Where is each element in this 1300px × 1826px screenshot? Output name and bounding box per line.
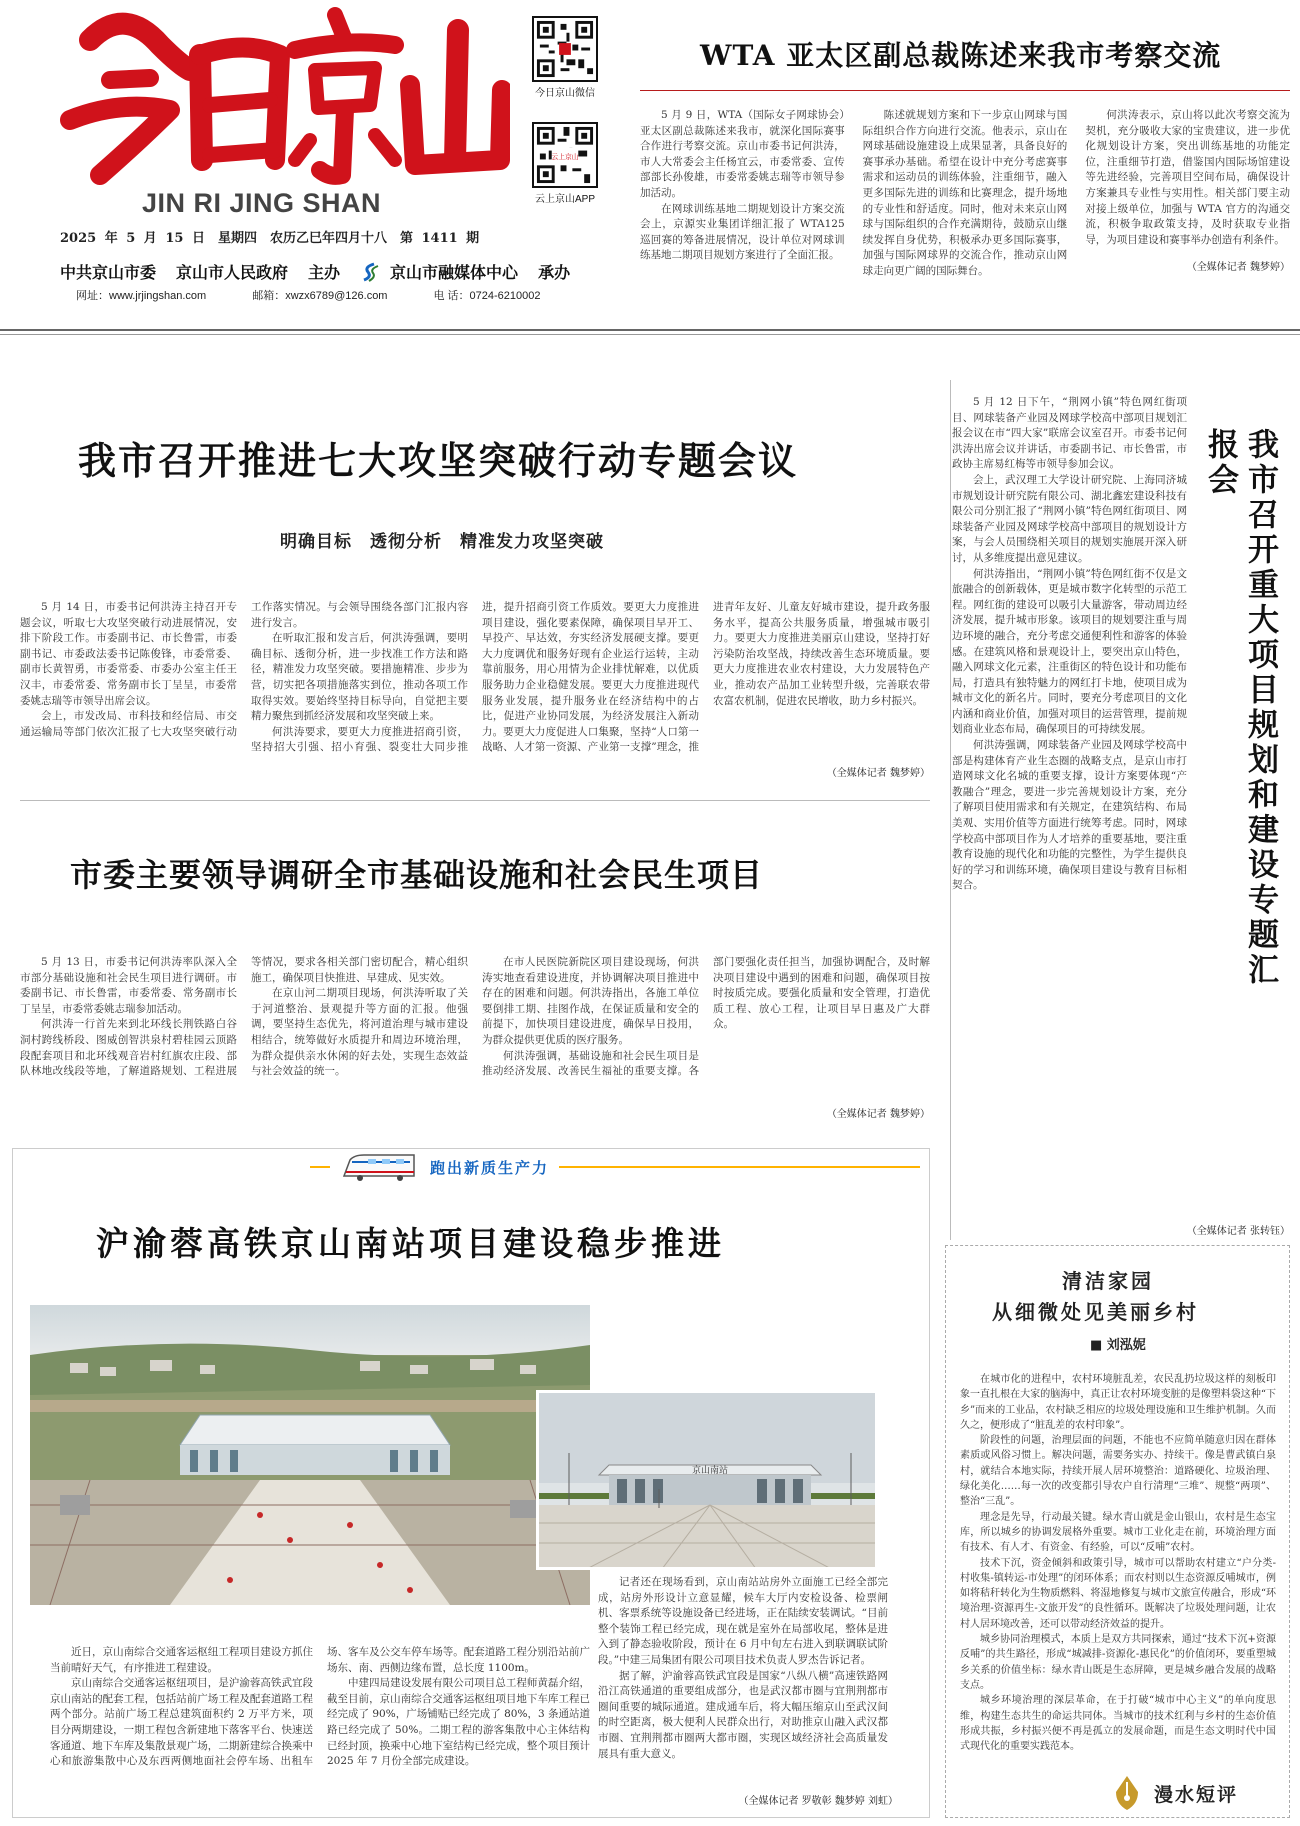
rail-byline: （全媒体记者 罗敬彰 魏梦婷 刘虹） [738, 1796, 898, 1807]
qr-code-icon [532, 16, 598, 82]
rail-body-right [598, 1575, 888, 1770]
major-paragraph: 5 月 12 日下午，“荆网小镇”特色网红街项目、网球装备产业园及网球学校高中部项目规划汇报会议在市“四大家”联席会议室召开。市委书记何洪涛出席会议并讲话，市委副书记、市长鲁雷，市政协主席易红梅等市领导参加会议。 [952, 396, 1187, 471]
major-paragraph: 何洪涛指出，“荆网小镇”特色网红街不仅是文旅融合的创新载体，更是城市数字化转型的示范工程。网红街的建设可以吸引大量游客，带动周边经济发展，提升城市形象。该项目的规划要注重与周边环境的融合，充分考虑交通便利性和游客的体验感。在建筑风格和景观设计上，要突出京山特色，融入网球文化元素，注重街区的特色设计和功能布局，打造具有独特魅力的网红打卡地，使项目成为城市文化的新名片。同时，要充分考虑项目的文化内涵和商业价值，加强对项目的运营管理，提前规划商业业态布局，确保项目的可持续发展。 [952, 567, 1187, 736]
rail-body-left [50, 1645, 590, 1805]
major-body [952, 395, 1187, 1235]
infra-paragraph: 5 月 13 日，市委书记何洪涛率队深入全市部分基础设施和社会民生项目进行调研。市委副书记、市长鲁雷，市委常委、常务副市长丁呈呈，市委常委姚志瑞参加活动。 [20, 956, 237, 1015]
masthead-logo [30, 0, 510, 190]
train-icon [340, 1150, 420, 1184]
rail-aerial-photo [30, 1305, 590, 1605]
qr-code-icon [532, 122, 598, 188]
sponsor-line [60, 260, 584, 283]
sponsor-government: 京山市人民政府 [176, 263, 289, 282]
column-divider [950, 380, 951, 1240]
media-center-logo-icon [360, 261, 382, 283]
masthead-pinyin: JIN RI JING SHAN [142, 188, 382, 218]
column-paragraph: 城乡环境治理的深层革命，在于打破“城市中心主义”的单向度思维，构建生态共生的命运共同体。当城市的技术红利与乡村的生态价值形成共振，乡村振兴便不再是孤立的发展命题，而是生态文明时代中国式现代化的重要实践范本。 [960, 1695, 1276, 1753]
main-subhead: 明确目标 透彻分析 精准发力攻坚突破 [280, 532, 604, 552]
email[interactable]: 邮箱：xwzx6789@126.com [252, 290, 388, 302]
wta-paragraph: 何洪涛表示，京山将以此次考察交流为契机，充分吸收大家的宝贵建议，进一步优化规划设计方案，突出训练基地的功能定位，注重细节打造，借鉴国内国际场馆建设等先进经验，完善项目空间布局，确保设计方案兼具专业性与实用性。相关部门要主动对接上级单位，加强与 WTA 官方的沟通交流，积极争取政策支持，及时获取专业指导，为项目建设和赛事举办创造有利条件。 [1085, 109, 1290, 246]
column-paragraph: 在城市化的进程中，农村环境脏乱差，农民乱扔垃圾这样的刻板印象一直扎根在大家的脑海中，真正让农村环境变脏的是像塑料袋这种“下乡”而来的工业品，农村缺乏相应的垃圾处理设施和卫生维护机制。久而久之，便形成了“脏乱差的农村印象”。 [960, 1374, 1276, 1431]
infra-headline: 市委主要领导调研全市基础设施和社会民生项目 [70, 856, 764, 894]
major-paragraph: 会上，武汉理工大学设计研究院、上海同济城市规划设计研究院有限公司、湖北鑫宏建设科技有限公司分别汇报了“荆网小镇”特色网红街项目、网球装备产业园及网球学校高中部项目的规划设计方案，与会人员围绕相关项目的规划实施展开深入研讨，从多维度提出意见建议。 [952, 473, 1187, 564]
main-headline: 我市召开推进七大攻坚突破行动专题会议 [78, 438, 799, 483]
column-title-line2: 从细微处见美丽乡村 [992, 1300, 1199, 1324]
column-badge [1110, 1774, 1280, 1812]
phone: 电 话：0724-6210002 [433, 290, 541, 302]
wta-paragraph: 5 月 9 日，WTA（国际女子网球协会）亚太区副总裁陈述来我市，就深化国际赛事合作进行考察交流。京山市委书记何洪涛，市人大常委会主任杨宜云，市委常委、宣传部部长孙俊雄，市委常委姚志瑞等市领导参加活动。 [640, 109, 845, 199]
rail-paragraph: 记者还在现场看到，京山南站站房外立面施工已经全部完成，站房外形设计立意显耀，候车大厅内安检设备、检票闸机、客票系统等设施设备已经进场，正在陆续安装调试。“目前整个装饰工程已经完成，现在就是室外在局部收尾，整体是进入到了静态验收阶段，预计在 6 月中旬左右进入到联调联试阶段。”中建三局集团有限公司项目技术负责人罗杰告诉记者。 [598, 1576, 888, 1666]
wta-rule [640, 90, 1290, 91]
rail-section-label: 跑出新质生产力 [430, 1158, 550, 1177]
column-paragraph: 城乡协同治理模式，本质上是双方共同探索，通过“技术下沉+资源反哺”的共生路径，形成“城减排-资源化-惠民化”的价值闭环，要重塑城乡关系的价值坐标：绿水青山既是生态屏障，更是城乡融合发展的战略支点。 [960, 1634, 1276, 1691]
infra-body [20, 955, 930, 1118]
wta-byline: （全媒体记者 魏梦婷） [1186, 262, 1290, 273]
wta-headline: WTA 亚太区副总裁陈述来我市考察交流 [700, 39, 1222, 72]
infra-paragraph: 何洪涛一行首先来到北环线长荆铁路白谷洞村跨线桥段、图威创智洪泉村碧桂园云顶路段配套项目和北环线观音岩村红旗农庄段、部队林地改线段等地，了解道路规划、工程进展等情况，要求各相关部门密切配合，精心组织施工，确保项目快推进、早建成、见实效。 [20, 956, 468, 1078]
tag-line [559, 1166, 920, 1168]
rail-paragraph: 据了解，沪渝蓉高铁武宜段是国家“八纵八横”高速铁路网沿江高铁通道的重要组成部分，也是武汉都市圈与宜荆荆都市圈间重要的城际通道。建成通车后，将大幅压缩京山至武汉间的时空距离，极大便利人民群众出行，对助推京山融入武汉都市圈、宜荆荆都市圈两大都市圈，实现区域经济社会高质量发展具有重大意义。 [598, 1669, 888, 1760]
major-byline: （全媒体记者 张转钰） [1186, 1226, 1290, 1237]
qr-wechat-label: 今日京山微信 [535, 88, 595, 99]
sponsor-host-label: 主办 [308, 263, 341, 282]
column-author: ■ 刘泓妮 [1090, 1338, 1146, 1353]
dateline: 2025 年 5 月 15 日 星期四 农历乙巳年四月十八 第 1411 期 [60, 231, 480, 246]
column-paragraph: 理念是先导，行动最关键。绿水青山就是金山银山，农村是生态宝库，所以城乡的协调发展格外重要。城市工业化走在前，环境治理方面有技术、有人才、有资金、有经验，可以“反哺”农村。 [960, 1511, 1276, 1554]
infra-paragraph: 在京山河二期项目现场，何洪涛听取了关于河道整治、景观提升等方面的汇报。他强调，要坚持生态优先，将河道治理与城市建设相结合，统筹做好水质提升和周边环境治理，为群众提供亲水休闲的好去处，实现生态效益与社会效益的统一。 [251, 987, 468, 1078]
main-paragraph: 在听取汇报和发言后，何洪涛强调，要明确目标、透彻分析，进一步找准工作方法和路径，精准发力攻坚突破。要措施精准、步步为营，切实把各项措施落实到位，推动各项工作取得实效。要始终坚持目标导向，自觉把主要精力聚焦到抓经济发展和攻坚突破上来。 [251, 632, 468, 723]
wta-body [640, 108, 1290, 304]
main-paragraph: 5 月 14 日，市委书记何洪涛主持召开专题会议，听取七大攻坚突破行动进展情况，安排下阶段工作。市委副书记、市长鲁雷，市委副书记、市委政法委书记陈俊锋，市委常委、副市长黄智勇，市委常委、市委办公室主任王汉丰，市委常委、常务副市长丁呈呈，市委常委姚志瑞等市领导出席会议。 [20, 601, 237, 707]
rail-station-photo [536, 1390, 878, 1570]
qr-app[interactable] [520, 122, 610, 205]
sponsor-party: 中共京山市委 [60, 263, 157, 282]
station-sign: 京山南站 [691, 1466, 729, 1476]
rail-section-tag [20, 1150, 920, 1184]
main-paragraph: 何洪涛要求，要更大力度推进招商引资，坚持招大引强、招小育强、裂变壮大同步推进，提升招商引资工作质效。要更大力度推进项目建设，强化要素保障，确保项目早开工、早投产、早达效，夯实经济发展硬支撑。要更大力度调优和服务好现有企业运行运转，主动靠前服务，用心用情为企业排忧解难，以优质服务助力企业稳健发展。要更大力度推进现代服务业发展，提升服务业在经济结构中的占比，促进产业协同发展，为经济发展注入新动力。要更大力度促进人口集聚，坚持“人口第一战略、人才第一资源、产业第一支撑”理念，推进青年友好、儿童友好城市建设，提升政务服务水平，提高公共服务质量，增强城市吸引力。要更大力度推进美丽京山建设，坚持打好污染防治攻坚战，持续改善生态环境质量。要更大力度推进农业农村建设，大力发展特色产业，推动农产品加工业转型升级，完善联农带农富农机制，促进农民增收，助力乡村振兴。 [251, 601, 930, 754]
main-byline: （全媒体记者 魏梦婷） [826, 768, 930, 779]
infra-paragraph: 在市人民医院新院区项目建设现场，何洪涛实地查看建设进度，并协调解决项目推进中存在的困难和问题。何洪涛指出，各施工单位要倒排工期、挂图作战，在保证质量和安全的前提下，加快项目建设进度，确保早日投用，为群众提供更优质的医疗服务。 [482, 956, 699, 1046]
pen-nib-icon [1110, 1774, 1144, 1812]
rail-paragraph: 中建四局建设发展有限公司项目总工程师黄磊介绍，截至目前，京山南综合交通客运枢纽项目地下车库工程已经完成了 90%，广场铺贴已经完成了 80%，3 条通站道路已经完成了 50%。二期工程的游客集散中心主体结构已经封顶，换乘中心地下室结构已经完成，整个项目预计 2025 年 7 月份全部完成建设。 [327, 1677, 590, 1768]
masthead-rule-thin [0, 334, 1300, 335]
section-divider [20, 800, 930, 801]
qr-wechat[interactable] [520, 16, 610, 99]
rail-paragraph: 京山南综合交通客运枢纽项目，是沪渝蓉高铁武宜段京山南站的配套工程，包括站前广场工程及配套道路工程两个部分。站前广场工程总建筑面积约 2 万平方米，项目分两期建设，一期工程包含新建地下落客平台、快速送客通道、地下车库及集散景观广场，二期新建综合换乘中心和旅游集散中心及东西两侧地面社会停车场、出租车场、客车及公交车停车场等。配套道路工程分别沿站前广场东、南、西侧边缘布置，总长度 1100m。 [50, 1646, 590, 1768]
column-body [960, 1372, 1276, 1772]
masthead-rule [0, 329, 1300, 331]
infra-byline: （全媒体记者 魏梦婷） [826, 1109, 930, 1120]
qr-app-label: 云上京山APP [534, 194, 595, 205]
main-paragraph: 会上，市发改局、市科技和经信局、市交通运输局等部门依次汇报了七大攻坚突破行动工作落实情况。与会领导围绕各部门汇报内容进行发言。 [20, 601, 468, 738]
rail-paragraph: 近日，京山南综合交通客运枢纽工程项目建设方抓住当前晴好天气，有序推进工程建设。 [50, 1646, 313, 1674]
infra-paragraph: 何洪涛强调，基础设施和社会民生项目是推动经济发展、改善民生福祉的重要支撑。各部门要强化责任担当，加强协调配合，及时解决项目建设中遇到的困难和问题，确保项目按时按质完成。要强化质量和安全管理，打造优质工程、放心工程，让项目早日惠及广大群众。 [482, 956, 930, 1078]
column-paragraph: 技术下沉，资金倾斜和政策引导，城市可以帮助农村建立“户分类-村收集-镇转运-市处理”的闭环体系；而农村则以生态资源反哺城市，例如将秸秆转化为生物质燃料、将湿地修复与城市文旅宣传融合，形成“环境治理-资源再生-文旅开发”的良性循环。既解决了垃圾处理问题，让农村人居环境改善，还可以带动经济效益的提升。 [960, 1557, 1276, 1630]
sponsor-media-center: 京山市融媒体中心 [390, 263, 519, 282]
website[interactable]: 网址：www.jrjingshan.com [76, 290, 207, 302]
wta-paragraph: 在网球训练基地二期规划设计方案交流会上，京源实业集团详细汇报了 WTA125 巡回赛的筹备进展情况，设计单位对网球训练基地二期项目规划方案进行了全面汇报。 [640, 202, 845, 262]
column-badge-label: 漫水短评 [1154, 1783, 1239, 1806]
tag-line [310, 1166, 330, 1168]
major-headline: 我市召开重大项目规划和建设专题汇报会 [1202, 428, 1278, 988]
wta-paragraph: 陈述就规划方案和下一步京山网球与国际组织合作方向进行交流。他表示，京山在网球基础设施建设上成果显著，具备良好的赛事承办基础。希望在设计中充分考虑赛事需求和运动员的训练体验，注重细节，融入更多国际先进的训练和比赛理念，提升场地的专业性和舒适度。同时，他对未来京山网球与国际组织的合作充满期待，鼓励京山继续发挥自身优势，积极承办更多国际赛事，加强与国际网球界的交流合作，推动京山网球走向更广阔的国际舞台。 [862, 109, 1068, 277]
major-paragraph: 何洪涛强调，网球装备产业园及网球学校高中部是构建体育产业生态圈的战略支点，是京山市打造网球文化名城的重要支撑，设计方案要体现“产教融合”理念，要进一步完善规划设计方案，充分了解项目使用需求和有关规定，在建筑结构、布局美观、实用价值等方面进行统筹考虑。同时，网球学校高中部项目作为人才培养的重要基地，要注重教育设施的现代化和功能的完整性，为学生提供良好的学习和训练环境，确保项目建设与教育目标相契合。 [952, 739, 1187, 892]
column-title-line1: 清洁家园 [1062, 1269, 1154, 1293]
sponsor-organizer-label: 承办 [538, 263, 571, 282]
rail-headline: 沪渝蓉高铁京山南站项目建设稳步推进 [96, 1224, 725, 1263]
main-body [20, 600, 930, 778]
contact-line [76, 287, 541, 303]
qr-app-logo-text: 云上京山 [551, 152, 579, 161]
column-paragraph: 阶段性的问题，治理层面的问题，不能也不应简单随意归因在群体素质或风俗习惯上。解决问题，需要务实办、持续干。像是曹武镇白泉村，就结合本地实际，持续开展人居环境整治：道路硬化、垃圾治理、绿化美化……每一次的改变都引导农户自行清理“三堆”、规整“两项”、整治“三乱”。 [960, 1435, 1276, 1508]
